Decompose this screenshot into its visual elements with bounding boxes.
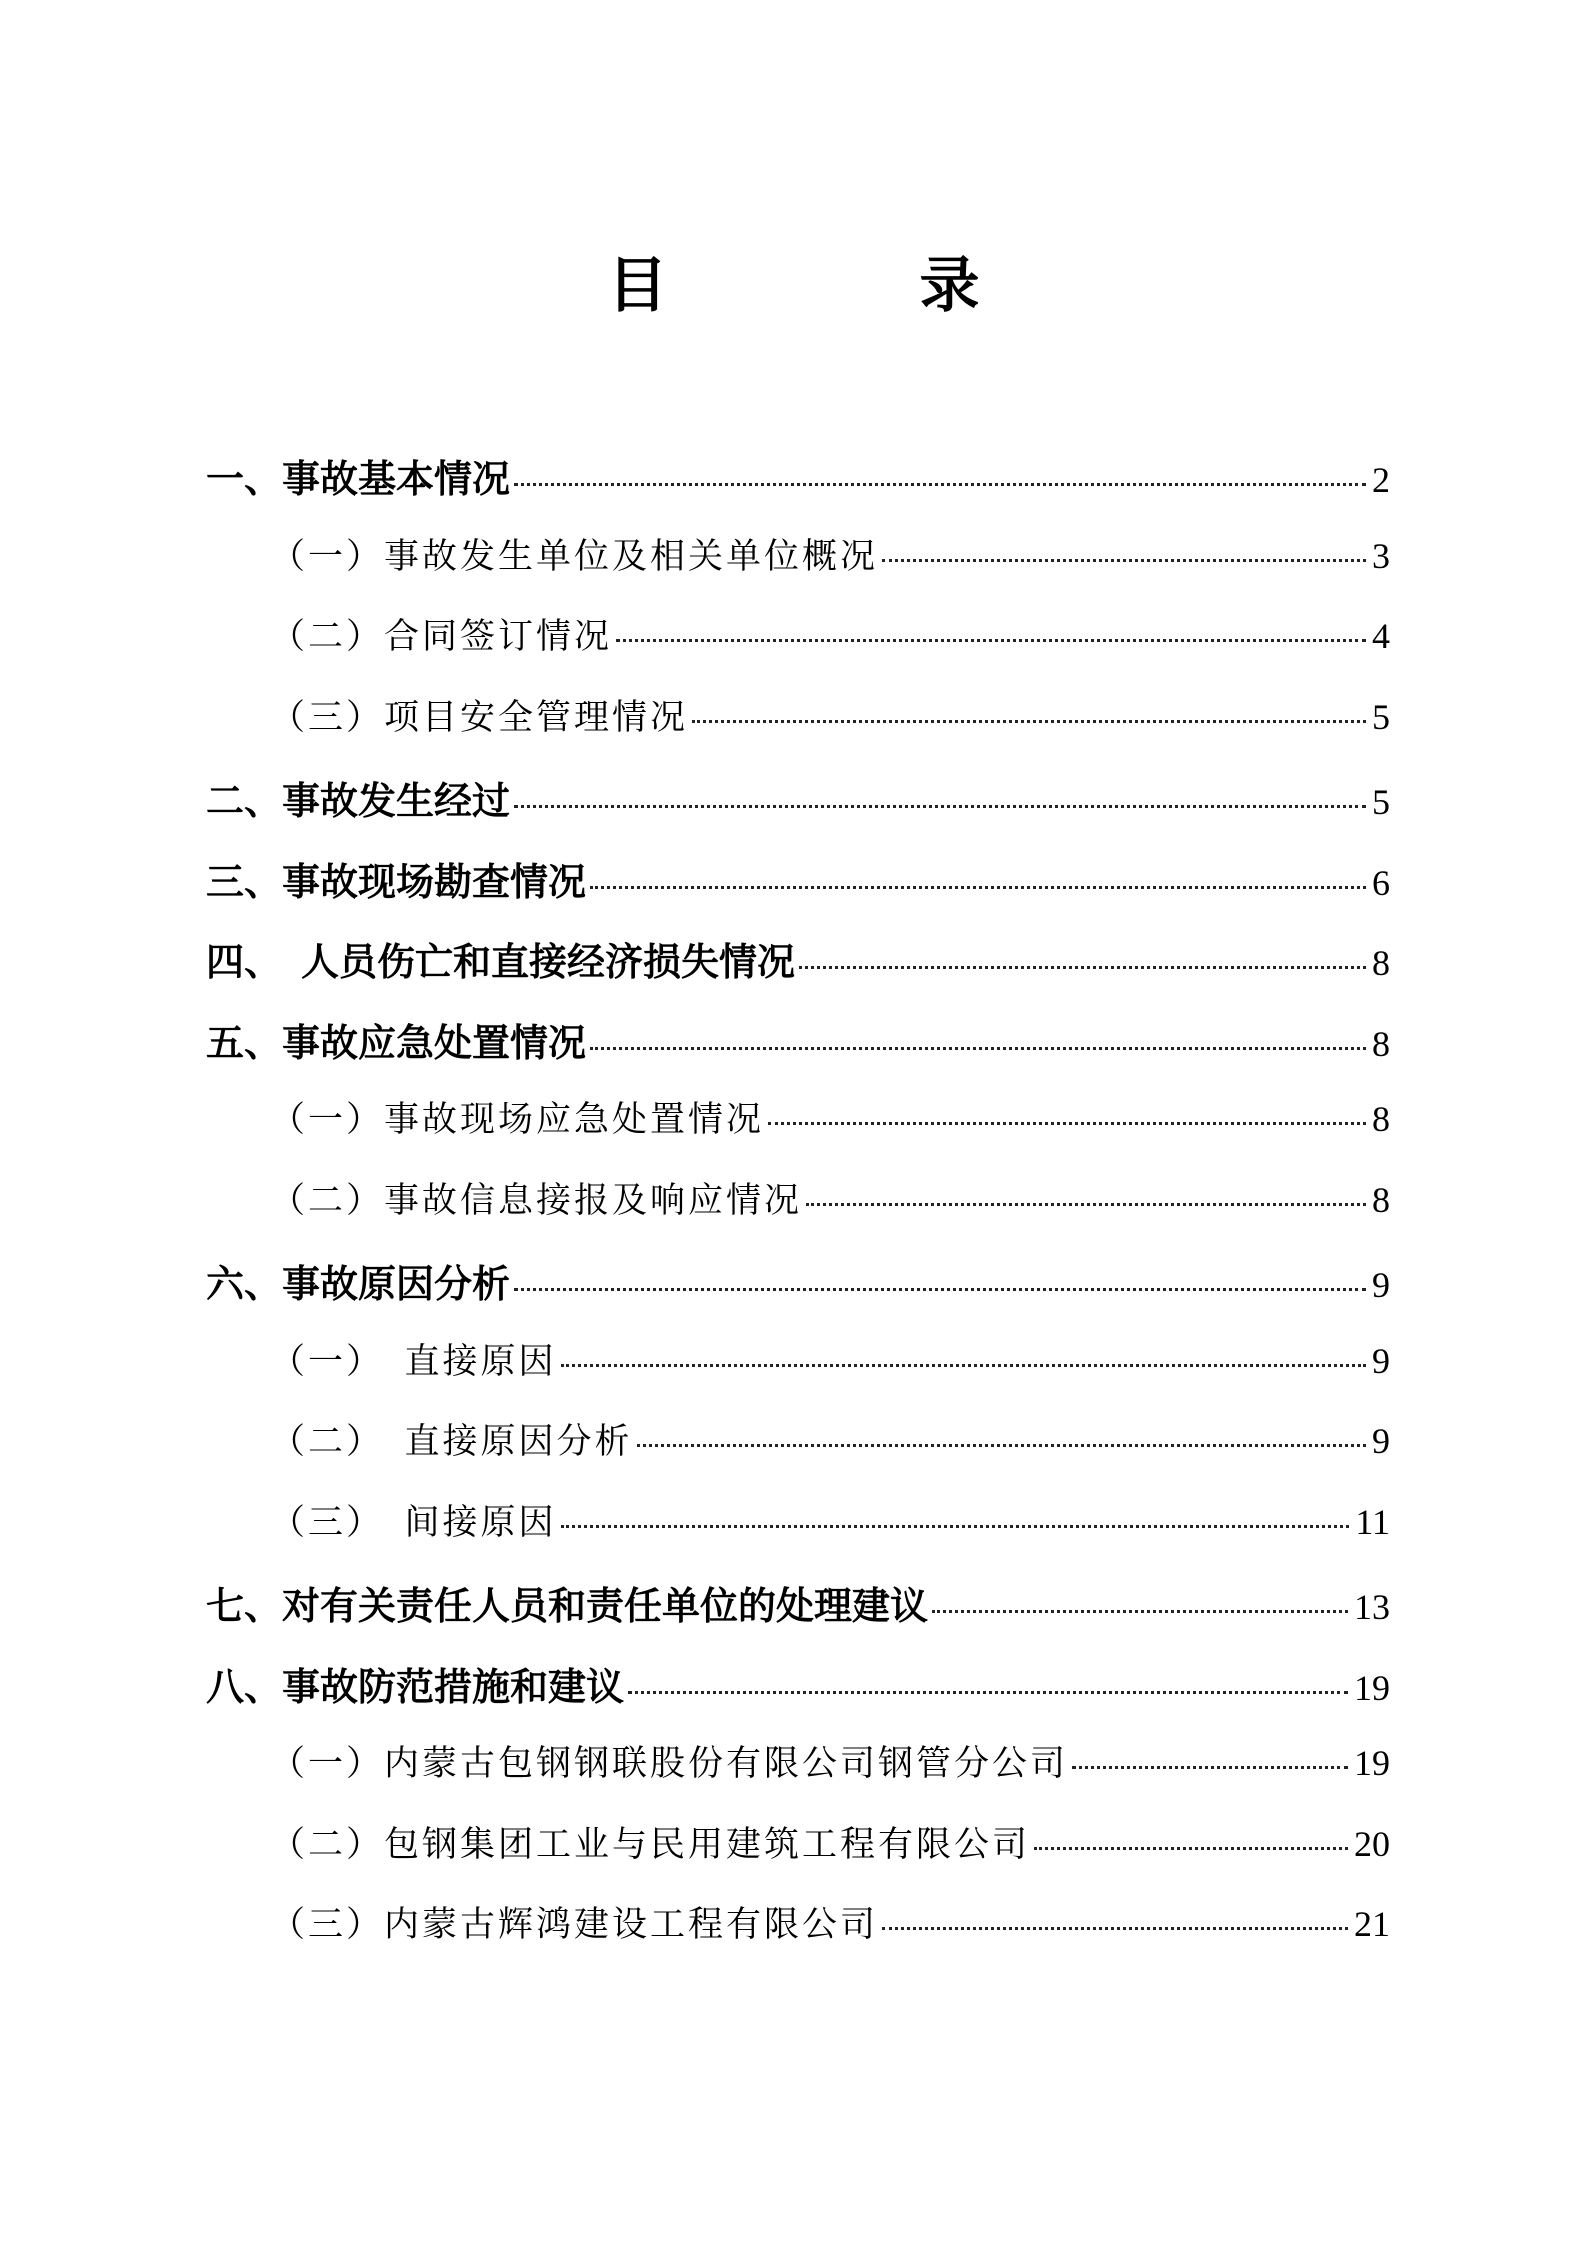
toc-entry[interactable] — [270, 1817, 1390, 1877]
toc-entry-label: （三）项目安全管理情况 — [270, 697, 689, 738]
toc-leader-dots — [637, 1444, 1366, 1447]
toc-entry-page-number: 19 — [1354, 1667, 1390, 1708]
toc-leader-dots — [768, 1122, 1366, 1125]
toc-entry-page-number: 21 — [1354, 1904, 1390, 1944]
toc-leader-dots — [514, 805, 1366, 808]
toc-entry[interactable] — [270, 1173, 1390, 1233]
toc-entry-page-number: 9 — [1372, 1421, 1390, 1461]
toc-entry[interactable] — [270, 1897, 1390, 1957]
toc-entry-page-number: 5 — [1372, 782, 1390, 822]
toc-leader-dots — [1034, 1847, 1348, 1850]
toc-leader-dots — [932, 1610, 1348, 1613]
toc-entry-label: （二）包钢集团工业与民用建筑工程有限公司 — [270, 1824, 1031, 1865]
toc-entry[interactable] — [206, 448, 1390, 508]
toc-entry-page-number: 4 — [1372, 616, 1390, 656]
toc-leader-dots — [882, 1927, 1348, 1930]
toc-entry[interactable] — [270, 690, 1390, 750]
toc-entry-label: （一）事故发生单位及相关单位概况 — [270, 536, 879, 577]
toc-entry-label: （二）事故信息接报及响应情况 — [270, 1180, 803, 1221]
toc-entry-label: （三）内蒙古辉鸿建设工程有限公司 — [270, 1905, 879, 1945]
toc-leader-dots — [514, 483, 1366, 486]
toc-entry-label: （一）内蒙古包钢钢联股份有限公司钢管分公司 — [270, 1744, 1069, 1784]
table-of-contents — [0, 448, 1587, 2008]
toc-entry-page-number: 8 — [1372, 1179, 1390, 1220]
toc-entry-page-number: 9 — [1372, 1265, 1390, 1305]
toc-entry[interactable] — [270, 1495, 1390, 1555]
toc-leader-dots — [628, 1691, 1348, 1694]
toc-leader-dots — [882, 559, 1366, 562]
toc-leader-dots — [514, 1288, 1366, 1291]
page-title: 目 录 — [607, 251, 1076, 321]
toc-leader-dots — [590, 1047, 1366, 1050]
toc-entry[interactable] — [206, 851, 1390, 911]
toc-entry-label: （三） 间接原因 — [270, 1502, 557, 1543]
toc-entry-label: 七、对有关责任人员和责任单位的处理建议 — [206, 1584, 929, 1628]
toc-entry[interactable] — [270, 1414, 1390, 1474]
toc-entry[interactable] — [270, 1092, 1390, 1152]
toc-entry[interactable] — [206, 1656, 1390, 1716]
toc-entry-page-number: 6 — [1372, 862, 1390, 903]
toc-leader-dots — [590, 886, 1366, 889]
toc-entry[interactable] — [206, 931, 1390, 991]
toc-entry[interactable] — [206, 1012, 1390, 1072]
toc-leader-dots — [561, 1364, 1366, 1367]
toc-entry-label: 二、事故发生经过 — [206, 779, 511, 823]
toc-entry-page-number: 8 — [1372, 1023, 1390, 1064]
toc-entry-label: 一、事故基本情况 — [206, 457, 511, 501]
toc-entry-page-number: 9 — [1372, 1340, 1390, 1381]
toc-entry-label: 四、 人员伤亡和直接经济损失情况 — [206, 940, 796, 984]
toc-entry[interactable] — [206, 1575, 1390, 1635]
toc-entry-page-number: 8 — [1372, 1099, 1390, 1139]
toc-entry-label: 八、事故防范措施和建议 — [206, 1664, 625, 1709]
toc-entry-page-number: 8 — [1372, 943, 1390, 983]
toc-leader-dots — [692, 720, 1366, 723]
toc-entry-label: 三、事故现场勘查情况 — [206, 859, 587, 904]
toc-leader-dots — [616, 639, 1366, 642]
toc-entry[interactable] — [270, 1334, 1390, 1394]
toc-entry-label: （二）合同签订情况 — [270, 617, 613, 657]
toc-entry-page-number: 20 — [1354, 1823, 1390, 1864]
toc-entry-label: （一） 直接原因 — [270, 1341, 557, 1382]
toc-leader-dots — [799, 966, 1366, 969]
toc-entry-page-number: 11 — [1355, 1501, 1390, 1542]
toc-leader-dots — [1072, 1766, 1348, 1769]
toc-leader-dots — [806, 1203, 1366, 1206]
toc-entry-label: （一）事故现场应急处置情况 — [270, 1100, 765, 1140]
toc-entry-page-number: 5 — [1372, 696, 1390, 737]
toc-entry[interactable] — [270, 609, 1390, 669]
toc-entry-label: 五、事故应急处置情况 — [206, 1020, 587, 1065]
toc-entry-page-number: 19 — [1354, 1743, 1390, 1783]
toc-entry-label: 六、事故原因分析 — [206, 1262, 511, 1306]
toc-entry-label: （二） 直接原因分析 — [270, 1422, 633, 1462]
toc-entry[interactable] — [270, 1736, 1390, 1796]
toc-entry-page-number: 13 — [1354, 1587, 1390, 1627]
toc-entry[interactable] — [206, 1253, 1390, 1313]
toc-leader-dots — [561, 1525, 1350, 1528]
toc-entry[interactable] — [206, 770, 1390, 830]
toc-entry-page-number: 2 — [1372, 460, 1390, 500]
toc-entry[interactable] — [270, 529, 1390, 589]
toc-entry-page-number: 3 — [1372, 535, 1390, 576]
